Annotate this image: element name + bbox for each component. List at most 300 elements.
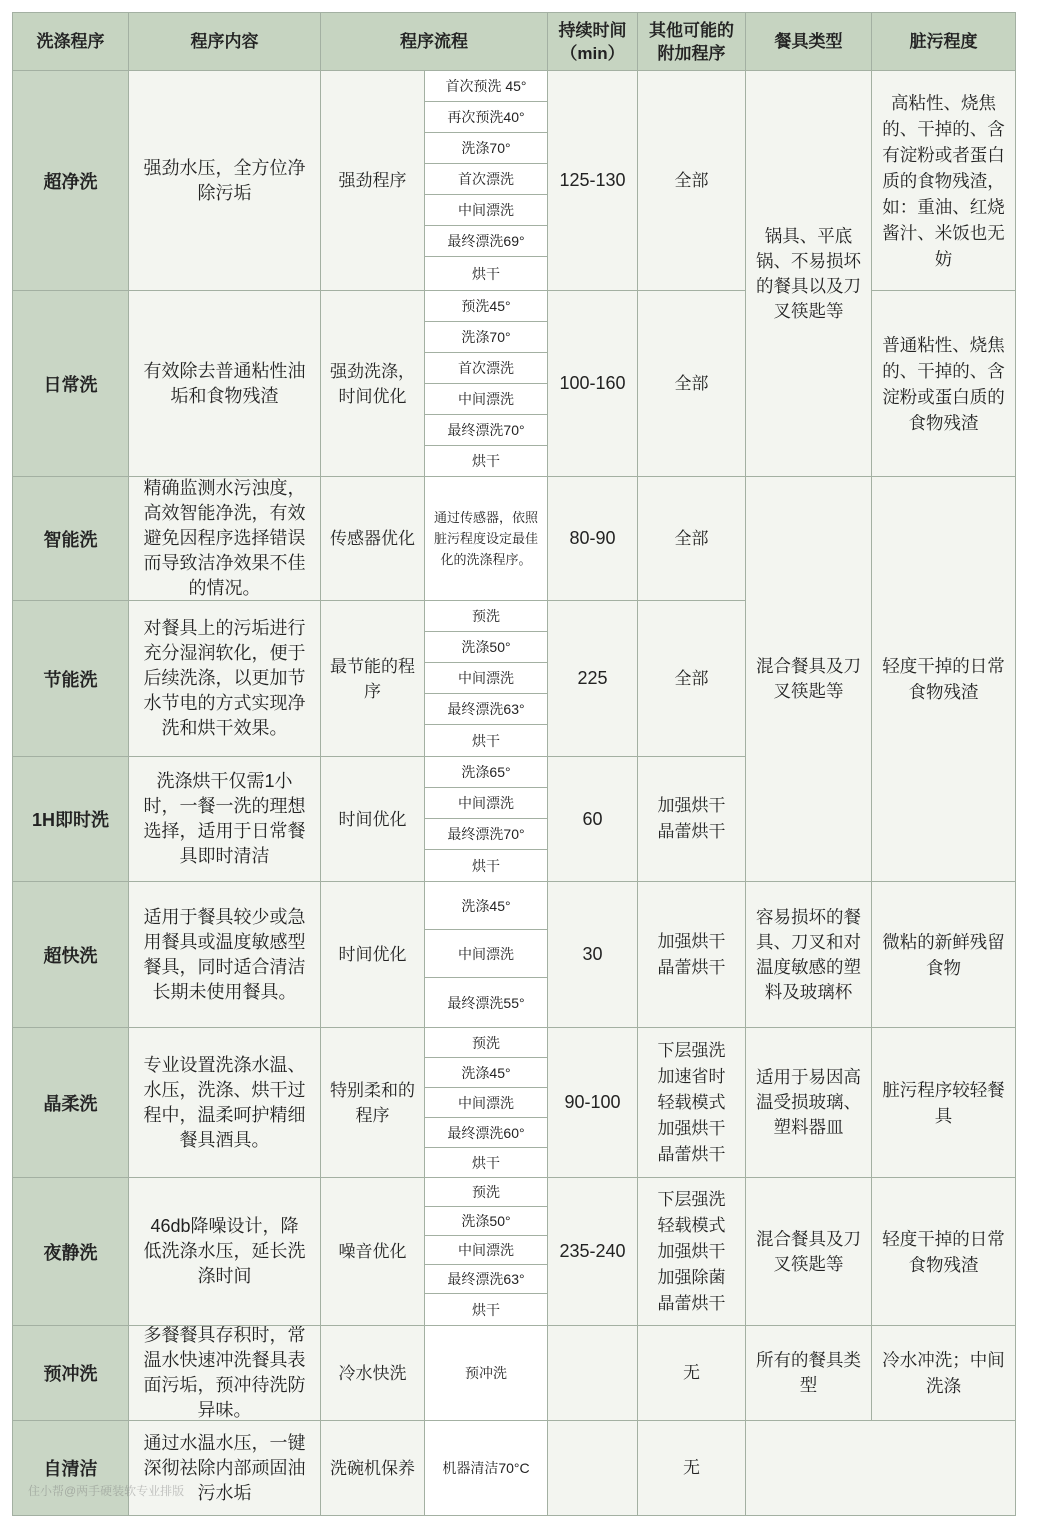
program-step-cell (425, 1118, 548, 1148)
dish-type-cell (746, 1178, 872, 1326)
header-cell-box (129, 13, 320, 70)
program-name-cell (13, 882, 129, 1028)
program-name: 1H即时洗 (31, 810, 109, 830)
cell-box (425, 819, 547, 849)
extra-program-item: 轻载模式 (657, 1215, 726, 1235)
program-content-cell (129, 477, 321, 601)
cell-box (638, 1178, 745, 1325)
program-step: 烘干 (472, 1301, 500, 1318)
header-cell-box (548, 13, 637, 70)
cell-box (321, 1421, 424, 1515)
dish-type-cell (746, 1326, 872, 1421)
cell-box (548, 291, 637, 476)
table-row (13, 1178, 1016, 1207)
program-step: 中间漂洗 (458, 391, 514, 407)
header-cell-box (872, 13, 1015, 70)
program-step: 最终漂洗70° (447, 826, 525, 842)
program-name: 超净洗 (43, 171, 98, 192)
program-flow-cell (321, 71, 425, 291)
table-row (13, 1028, 1016, 1058)
extra-program-item: 加强烘干 (657, 796, 726, 815)
cell-box (425, 446, 547, 476)
program-step-cell (425, 1178, 548, 1207)
dish-type-text: 所有的餐具类型 (756, 1350, 861, 1395)
program-step-cell (425, 632, 548, 663)
col-header-dish-type (746, 13, 872, 71)
program-flow: 噪音优化 (338, 1242, 407, 1261)
extra-program-item: 全部 (674, 668, 709, 688)
cell-box (13, 601, 128, 756)
soil-level-cell (872, 1178, 1016, 1326)
program-step: 中间漂洗 (458, 795, 514, 811)
extra-program-item: 加强烘干 (657, 931, 726, 951)
program-step: 最终漂洗63° (447, 701, 525, 717)
soil-level-text: 冷水冲洗；中间洗涤 (882, 1350, 1005, 1396)
cell-box (425, 1207, 547, 1235)
table-row (13, 1421, 1016, 1516)
program-step-cell (425, 882, 548, 930)
program-step-cell (425, 819, 548, 850)
soil-level-text: 轻度干掉的日常食物残渣 (882, 656, 1005, 702)
cell-box (321, 882, 424, 1027)
program-flow: 时间优化 (338, 945, 407, 964)
program-step: 洗涤65° (461, 764, 511, 780)
cell-box (746, 1326, 871, 1420)
cell-box (425, 1058, 547, 1087)
extra-program-item: 加强烘干 (657, 1118, 726, 1138)
duration-cell (548, 757, 638, 882)
cell-box (13, 291, 128, 476)
cell-box (321, 477, 424, 600)
program-flow: 特别柔和的程序 (330, 1080, 415, 1125)
program-name: 智能洗 (43, 529, 98, 550)
program-step: 洗涤45° (461, 897, 511, 914)
program-step-cell (425, 1421, 548, 1516)
program-step: 最终漂洗55° (447, 994, 525, 1011)
cell-box (425, 477, 547, 600)
duration-cell (548, 1421, 638, 1516)
header-cell-box (746, 13, 871, 70)
program-content: 洗涤烘干仅需1小时，一餐一洗的理想选择，适用于日常餐具即时清洁 (143, 771, 306, 866)
program-step-cell (425, 850, 548, 882)
program-step-cell (425, 226, 548, 257)
program-flow: 强劲洗涤，时间优化 (330, 361, 415, 406)
program-step-cell (425, 1207, 548, 1236)
program-step: 最终漂洗63° (447, 1271, 525, 1287)
program-step: 烘干 (472, 732, 500, 749)
cell-box (638, 1028, 745, 1177)
soil-level-cell (872, 71, 1016, 291)
cell-box (321, 71, 424, 290)
cell-box (548, 882, 637, 1027)
program-step: 最终漂洗70° (447, 422, 525, 438)
program-step-cell (425, 757, 548, 788)
duration-value: 90-100 (564, 1092, 621, 1112)
duration-value: 80-90 (569, 528, 616, 548)
program-step: 预洗45° (461, 298, 511, 314)
extra-program-cell (638, 71, 746, 291)
program-content-cell (129, 1421, 321, 1516)
program-name: 夜静洗 (43, 1242, 98, 1263)
soil-level-cell (872, 1326, 1016, 1421)
extra-program-item: 加强除菌 (657, 1267, 726, 1287)
header-cell-box (321, 13, 547, 70)
cell-box (425, 694, 547, 724)
header-label: 程序流程 (400, 32, 468, 51)
header-label: 洗涤程序 (36, 32, 105, 51)
extra-program-item: 下层强洗 (657, 1040, 726, 1060)
cell-box (746, 71, 871, 476)
cell-box (425, 850, 547, 881)
program-step-cell (425, 725, 548, 757)
extra-program-cell (638, 1421, 746, 1516)
program-step-cell (425, 384, 548, 415)
dish-type-cell (746, 882, 872, 1028)
header-label: 程序内容 (190, 32, 259, 51)
cell-box (872, 477, 1015, 881)
program-step-cell (425, 446, 548, 477)
cell-box (13, 71, 128, 290)
program-flow-cell (321, 601, 425, 757)
program-step: 首次漂洗 (458, 171, 514, 187)
program-step: 首次漂洗 (458, 360, 514, 376)
cell-box (129, 882, 320, 1027)
cell-box (425, 1088, 547, 1117)
extra-program-item: 晶蕾烘干 (657, 957, 726, 977)
cell-box (321, 757, 424, 881)
program-step-cell (425, 930, 548, 978)
duration-value: 60 (582, 808, 603, 829)
program-content-cell (129, 1028, 321, 1178)
soil-level-cell (872, 1028, 1016, 1178)
program-content: 有效除去普通粘性油垢和食物残渣 (143, 360, 306, 406)
header-label: 其他可能的附加程序 (649, 20, 734, 63)
header-cell-box (638, 13, 745, 70)
program-step: 通过传感器，依照脏污程度设定最佳化的洗涤程序。 (434, 510, 539, 567)
table-row (13, 882, 1016, 930)
program-step-cell (425, 1088, 548, 1118)
cell-box (13, 1178, 128, 1325)
program-flow-cell (321, 1326, 425, 1421)
dish-type-cell (746, 71, 872, 477)
program-flow-cell (321, 291, 425, 477)
program-step-cell (425, 694, 548, 725)
duration-cell (548, 1028, 638, 1178)
program-content-cell (129, 882, 321, 1028)
program-content-cell (129, 757, 321, 882)
cell-box (548, 1421, 637, 1515)
program-step: 烘干 (472, 453, 500, 469)
cell-box (321, 1028, 424, 1177)
program-step: 预洗 (472, 608, 500, 624)
program-step: 预洗 (472, 1184, 500, 1200)
extra-program-cell (638, 757, 746, 882)
soil-level-text: 微粘的新鲜残留食物 (882, 931, 1005, 978)
program-step-cell (425, 164, 548, 195)
cell-box (872, 291, 1015, 476)
col-header-program (13, 13, 129, 71)
cell-box (548, 757, 637, 881)
wash-program-table (12, 12, 1016, 1516)
extra-program-cell (638, 601, 746, 757)
extra-program-item: 晶蕾烘干 (657, 822, 726, 841)
extra-program-item: 加强烘干 (657, 1241, 726, 1261)
cell-box (638, 71, 745, 290)
extra-program-cell (638, 291, 746, 477)
cell-box (872, 1028, 1015, 1177)
cell-box (425, 415, 547, 445)
program-step: 烘干 (472, 857, 500, 874)
program-step: 中间漂洗 (458, 945, 514, 962)
extra-program-item: 下层强洗 (657, 1189, 726, 1209)
cell-box (13, 477, 128, 600)
dish-type-cell (746, 477, 872, 882)
cell-box (425, 1421, 547, 1515)
cell-box (425, 102, 547, 132)
soil-level-text: 轻度干掉的日常食物残渣 (882, 1228, 1005, 1275)
extra-program-item: 全部 (674, 373, 709, 393)
cell-box (13, 1326, 128, 1420)
duration-cell (548, 477, 638, 601)
dish-type-text: 容易损坏的餐具、刀叉和对温度敏感的塑料及玻璃杯 (756, 906, 861, 1002)
table-row (13, 1326, 1016, 1421)
program-name-cell (13, 1028, 129, 1178)
soil-level-cell (872, 477, 1016, 882)
cell-box (321, 1178, 424, 1325)
soil-level-cell (872, 882, 1016, 1028)
program-content: 46db降噪设计，降低洗涤水压，延长洗涤时间 (143, 1216, 306, 1286)
program-step: 洗涤45° (461, 1064, 511, 1081)
cell-box (746, 1028, 871, 1177)
cell-box (638, 882, 745, 1027)
program-name: 节能洗 (43, 669, 98, 690)
cell-box (638, 1326, 745, 1420)
program-step-cell (425, 1148, 548, 1178)
program-step: 洗涤50° (461, 639, 511, 655)
table-header-row (13, 13, 1016, 71)
program-flow-cell (321, 882, 425, 1028)
program-step: 洗涤70° (461, 329, 511, 345)
program-step-cell (425, 291, 548, 322)
soil-level-text: 脏污程序较轻餐具 (882, 1079, 1005, 1126)
cell-box (425, 353, 547, 383)
program-name: 日常洗 (43, 374, 98, 395)
dish-type-cell (746, 1421, 1016, 1516)
program-flow: 时间优化 (338, 809, 407, 829)
cell-box (872, 882, 1015, 1027)
program-flow-cell (321, 1421, 425, 1516)
extra-program-item: 无 (683, 1458, 700, 1477)
extra-program-cell (638, 1326, 746, 1421)
dish-type-text: 适用于易因高温受损玻璃、塑料器皿 (756, 1067, 861, 1137)
program-name-cell (13, 1178, 129, 1326)
cell-box (548, 477, 637, 600)
cell-box (13, 1028, 128, 1177)
program-step: 中间漂洗 (458, 1242, 514, 1258)
cell-box (425, 788, 547, 818)
program-name-cell (13, 291, 129, 477)
program-name-cell (13, 757, 129, 882)
cell-box (129, 477, 320, 600)
cell-box (746, 882, 871, 1027)
extra-program-cell (638, 1028, 746, 1178)
cell-box (425, 384, 547, 414)
col-header-extra (638, 13, 746, 71)
program-content-cell (129, 71, 321, 291)
duration-value: 100-160 (559, 373, 626, 393)
program-step: 再次预洗40° (447, 109, 525, 125)
program-step-cell (425, 601, 548, 632)
dish-type-text: 混合餐具及刀叉筷匙等 (756, 656, 861, 701)
program-content-cell (129, 291, 321, 477)
cell-box (548, 601, 637, 756)
cell-box (425, 978, 547, 1027)
duration-cell (548, 1326, 638, 1421)
cell-box (638, 1421, 745, 1515)
program-step-cell (425, 415, 548, 446)
cell-box (321, 601, 424, 756)
program-step-cell (425, 1058, 548, 1088)
program-content: 专业设置洗涤水温、水压，洗涤、烘干过程中，温柔呵护精细餐具酒具。 (143, 1054, 306, 1150)
col-header-content (129, 13, 321, 71)
cell-box (129, 757, 320, 881)
program-step: 预洗 (472, 1034, 500, 1051)
program-name: 自清洁 (43, 1459, 98, 1479)
cell-box (13, 757, 128, 881)
program-step-cell (425, 663, 548, 694)
cell-box (548, 71, 637, 290)
program-name-cell (13, 71, 129, 291)
cell-box (13, 882, 128, 1027)
program-step: 最终漂洗69° (447, 233, 525, 249)
program-step: 预冲洗 (465, 1365, 507, 1381)
program-content: 强劲水压，全方位净除污垢 (143, 157, 306, 203)
program-flow: 最节能的程序 (330, 656, 415, 701)
program-step-cell (425, 257, 548, 291)
program-step: 最终漂洗60° (447, 1124, 525, 1141)
program-step: 机器清洁70°C (442, 1460, 530, 1476)
program-content-cell (129, 1326, 321, 1421)
cell-box (425, 1178, 547, 1206)
cell-box (425, 195, 547, 225)
duration-value: 225 (577, 668, 608, 688)
program-step: 烘干 (472, 265, 500, 282)
cell-box (425, 882, 547, 929)
duration-value: 235-240 (559, 1241, 626, 1261)
program-step-cell (425, 1326, 548, 1421)
program-content: 通过水温水压，一键深彻祛除内部顽固油污水垢 (143, 1432, 306, 1503)
cell-box (425, 257, 547, 290)
duration-cell (548, 71, 638, 291)
program-step-cell (425, 71, 548, 102)
extra-program-cell (638, 477, 746, 601)
dish-type-text: 锅具、平底锅、不易损坏的餐具以及刀叉筷匙等 (756, 225, 861, 321)
cell-box (638, 291, 745, 476)
duration-cell (548, 291, 638, 477)
col-header-soil-level (872, 13, 1016, 71)
cell-box (425, 164, 547, 194)
cell-box (425, 725, 547, 756)
program-content: 对餐具上的污垢进行充分湿润软化，便于后续洗涤，以更加节水节电的方式实现净洗和烘干效果。 (143, 618, 306, 738)
program-step-cell (425, 1294, 548, 1326)
extra-program-item: 晶蕾烘干 (657, 1144, 726, 1164)
cell-box (746, 1178, 871, 1325)
program-step-cell (425, 477, 548, 601)
extra-program-item: 无 (683, 1363, 700, 1382)
cell-box (872, 71, 1015, 290)
cell-box (425, 1265, 547, 1293)
program-content: 精确监测水污浊度，高效智能净洗，有效避免因程序选择错误而导致洁净效果不佳的情况。 (143, 478, 306, 598)
cell-box (638, 601, 745, 756)
cell-box (129, 1178, 320, 1325)
cell-box (129, 1326, 320, 1420)
program-flow: 洗碗机保养 (330, 1458, 415, 1478)
extra-program-item: 轻载模式 (657, 1092, 726, 1112)
program-flow-cell (321, 757, 425, 882)
duration-cell (548, 1178, 638, 1326)
program-step-cell (425, 1028, 548, 1058)
table-row (13, 477, 1016, 601)
program-step: 中间漂洗 (458, 1094, 514, 1111)
cell-box (129, 1421, 320, 1515)
program-name-cell (13, 1326, 129, 1421)
cell-box (872, 1326, 1015, 1420)
extra-program-cell (638, 882, 746, 1028)
program-flow: 传感器优化 (330, 529, 415, 548)
program-step-cell (425, 978, 548, 1028)
cell-box (425, 1148, 547, 1177)
cell-box (129, 291, 320, 476)
cell-box (548, 1178, 637, 1325)
cell-box (425, 601, 547, 631)
program-step-cell (425, 353, 548, 384)
dish-type-text: 混合餐具及刀叉筷匙等 (756, 1228, 861, 1274)
program-step-cell (425, 133, 548, 164)
col-header-duration (548, 13, 638, 71)
cell-box (129, 1028, 320, 1177)
program-step-cell (425, 102, 548, 133)
program-name-cell (13, 477, 129, 601)
cell-box (425, 291, 547, 321)
soil-level-cell (872, 291, 1016, 477)
dish-type-cell (746, 1028, 872, 1178)
cell-box (638, 477, 745, 600)
cell-box (425, 757, 547, 787)
program-name-cell (13, 1421, 129, 1516)
extra-program-item: 加速省时 (657, 1066, 726, 1086)
duration-value: 125-130 (559, 170, 626, 190)
program-flow-cell (321, 1028, 425, 1178)
cell-box (548, 1326, 637, 1420)
table-body (13, 71, 1016, 1516)
soil-level-text: 高粘性、烧焦的、干掉的、含有淀粉或者蛋白质的食物残渣，如：重油、红烧酱汁、米饭也无妨 (882, 92, 1005, 269)
program-flow-cell (321, 1178, 425, 1326)
program-name-cell (13, 601, 129, 757)
program-step: 首次预洗 45° (445, 78, 527, 94)
header-label: 持续时间（min） (558, 20, 627, 63)
cell-box (425, 71, 547, 101)
duration-value: 30 (582, 944, 603, 964)
program-step-cell (425, 322, 548, 353)
extra-program-item: 全部 (674, 170, 709, 190)
program-flow-cell (321, 477, 425, 601)
program-step-cell (425, 1265, 548, 1294)
cell-box (746, 1421, 1015, 1515)
extra-program-item: 全部 (674, 528, 709, 548)
program-content-cell (129, 601, 321, 757)
cell-box (425, 1118, 547, 1147)
extra-program-item: 晶蕾烘干 (657, 1293, 726, 1313)
